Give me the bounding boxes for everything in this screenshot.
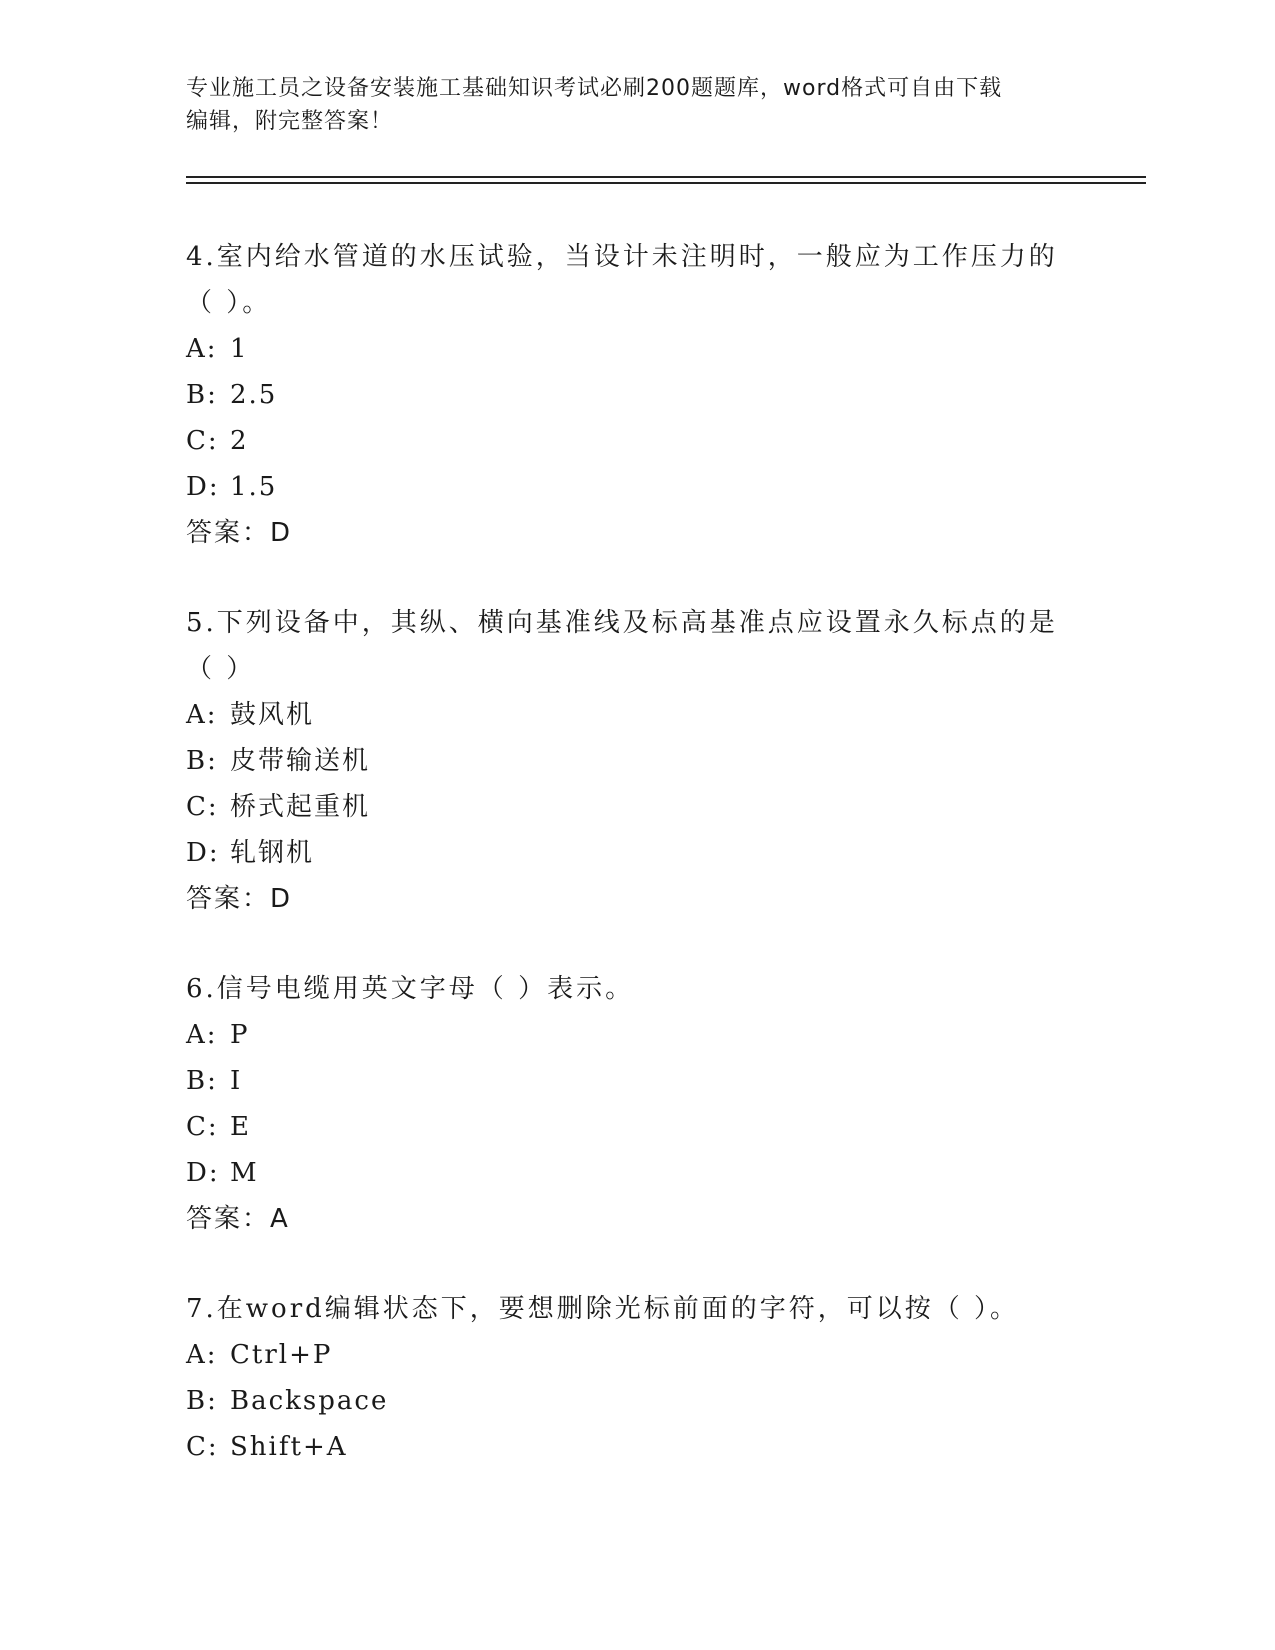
option-b <box>186 738 1086 784</box>
question-title: 6.信号电缆用英文字母（ ）表示。 <box>186 974 635 1004</box>
option-text: I <box>230 1066 243 1096</box>
header-divider-top <box>186 176 1146 178</box>
question-title: 5.下列设备中，其纵、横向基准线及标高基准点应设置永久标点的是 <box>186 608 1058 638</box>
option-letter: C: <box>186 1432 219 1462</box>
question-6 <box>186 966 1086 1242</box>
option-letter: D: <box>186 472 220 502</box>
header-line-1: 专业施工员之设备安装施工基础知识考试必刷200题题库，word格式可自由下载 <box>186 76 1003 101</box>
option-text: Shift+A <box>230 1432 348 1462</box>
header-line-2: 编辑，附完整答案！ <box>186 109 394 134</box>
option-a <box>186 326 1086 372</box>
option-text: 1.5 <box>230 472 278 502</box>
option-a <box>186 692 1086 738</box>
question-4 <box>186 234 1086 556</box>
header-divider-bottom <box>186 182 1146 184</box>
option-text: 轧钢机 <box>230 838 315 868</box>
option-c <box>186 784 1086 830</box>
option-text: P <box>230 1020 250 1050</box>
option-letter: C: <box>186 1112 219 1142</box>
option-text: 皮带输送机 <box>230 746 371 776</box>
option-letter: B: <box>186 1066 218 1096</box>
option-c <box>186 1424 1086 1470</box>
option-text: 1 <box>230 334 249 364</box>
option-b <box>186 372 1086 418</box>
answer-line: 答案：A <box>186 1204 290 1234</box>
document-header <box>186 72 1086 138</box>
option-letter: C: <box>186 792 219 822</box>
question-title: 7.在word编辑状态下，要想删除光标前面的字符，可以按（ ）。 <box>186 1294 1020 1324</box>
option-letter: A: <box>186 1020 218 1050</box>
option-letter: D: <box>186 838 220 868</box>
option-text: 2.5 <box>230 380 278 410</box>
option-letter: B: <box>186 380 218 410</box>
option-a <box>186 1332 1086 1378</box>
answer-line: 答案：D <box>186 518 293 548</box>
question-title: 4.室内给水管道的水压试验，当设计未注明时，一般应为工作压力的 <box>186 242 1058 272</box>
option-text: 2 <box>230 426 249 456</box>
option-letter: D: <box>186 1158 220 1188</box>
option-letter: C: <box>186 426 219 456</box>
question-title-continued: （ ）。 <box>186 288 272 318</box>
answer-line: 答案：D <box>186 884 293 914</box>
option-text: M <box>230 1158 259 1188</box>
option-letter: B: <box>186 746 218 776</box>
option-text: 桥式起重机 <box>230 792 371 822</box>
option-letter: A: <box>186 1340 218 1370</box>
option-b <box>186 1378 1086 1424</box>
question-7 <box>186 1286 1086 1470</box>
question-title-continued: （ ） <box>186 654 256 684</box>
option-d <box>186 464 1086 510</box>
question-list <box>186 234 1086 1514</box>
option-letter: A: <box>186 700 218 730</box>
option-text: Backspace <box>230 1386 389 1416</box>
option-a <box>186 1012 1086 1058</box>
option-d <box>186 830 1086 876</box>
option-letter: A: <box>186 334 218 364</box>
option-text: 鼓风机 <box>230 700 315 730</box>
option-b <box>186 1058 1086 1104</box>
option-text: E <box>230 1112 251 1142</box>
question-5 <box>186 600 1086 922</box>
option-letter: B: <box>186 1386 218 1416</box>
option-c <box>186 418 1086 464</box>
option-c <box>186 1104 1086 1150</box>
option-d <box>186 1150 1086 1196</box>
option-text: Ctrl+P <box>230 1340 333 1370</box>
